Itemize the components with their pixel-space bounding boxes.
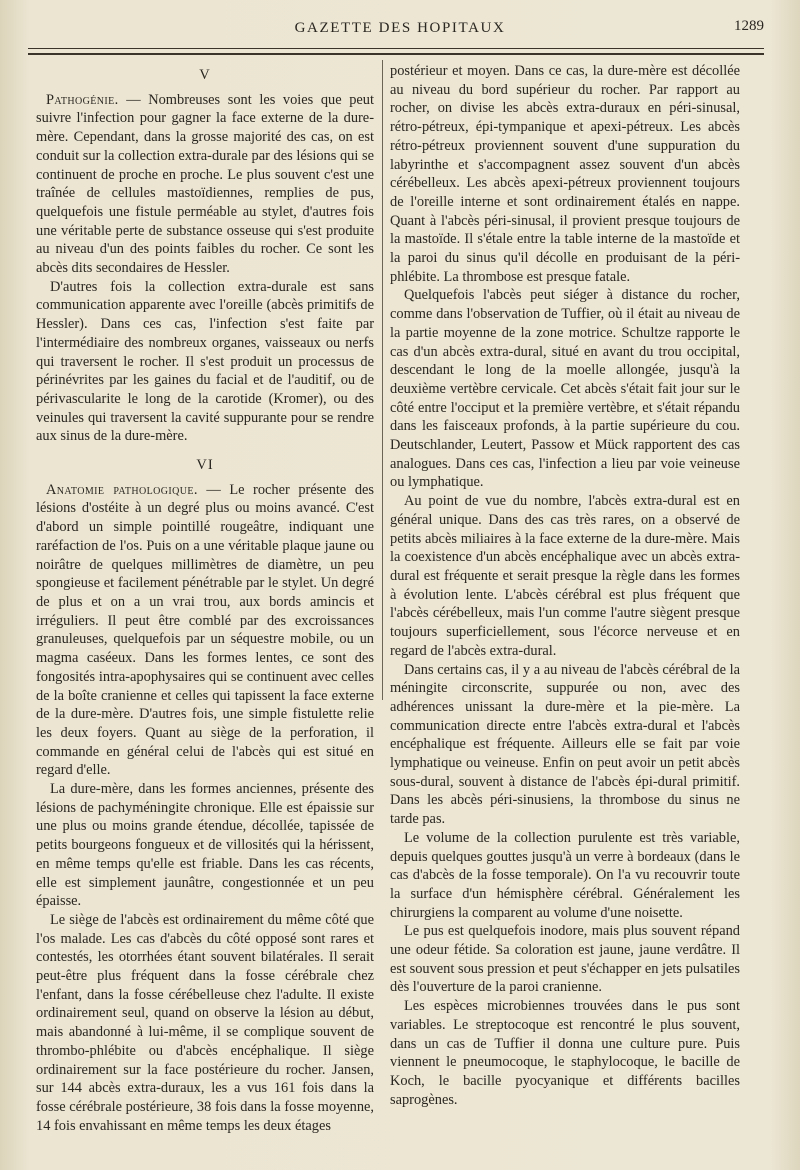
paragraph: Le volume de la collection purulente est très variable, depuis quelques gouttes jusqu'à un verre à bordeaux (dans le cas d'abcès de la fosse temporale). On l'a vu recouvrir toute la surface d'un hémisphère cérébral. Généralement les chirurgiens la comparent au volume d'une noisette. [390,829,740,921]
header-rule [28,48,764,49]
paragraph-lead-pathogenie: Pathogénie. [46,91,119,108]
section-heading-vi: VI [196,457,214,474]
paragraph: Au point de vue du nombre, l'abcès extra-dural est en général unique. Dans des cas très rares, on a observé de petits abcès miliaires à la face externe de la dure-mère. Mais la coexistence d'un abcès encéphalique avec un abcès extra-dural est fréquente et serait presque la règle dans les formes à évolution lente. L'abcès cérébral est plus fréquent que l'abcès cérébelleux, mais l'un comme l'autre siègent presque toujours superficiellement, sous l'écorce nerveuse et en regard de l'abcès extra-dural. [390,493,740,659]
section-heading-v: V [199,67,211,83]
header-rule-double [28,53,764,55]
paragraph-body: — Le rocher présente des lésions d'ostéite à un degré plus ou moins avancé. C'est d'abord un simple pointillé rougeâtre, indiquant une raréfaction de l'os. Puis on a une véritable plaque jaune ou noirâtre de quelques millimètres de diamètre, un peu spongieuse et facilement pénétrable par le stylet. Un degré de plus et on a un vrai trou, aux bords amincis et irréguliers. Il peut être comblé par des excroissances granuleuses, quelquefois par un séquestre mobile, ou un magma caséeux. Dans les formes lentes, ce sont des fongosités intra-apophysaires qui se continuent avec celles de la boîte cranienne et celles qui tapissent la face externe de la dure-mère. D'autres fois, une simple fistulette relie les deux foyers. Quant au siège de la perforation, il commande en général celui de l'abcès qui est situé en regard d'elle. [36,481,374,779]
page-number: 1289 [734,18,764,34]
paragraph-anatomie [36,481,374,780]
paragraph: Quelquefois l'abcès peut siéger à distance du rocher, comme dans l'observation de Tuffier, où il était au niveau de la partie moyenne de la zone motrice. Schultze rapporte le cas d'un abcès extra-dural, situé en avant du trou occipital, descendant le long de la moelle allongée, jusqu'à la deuxième vertèbre cervicale. Cet abcès s'était fait jour sur le côté entre l'occiput et la première vertèbre, et s'était répandu dans les faisceaux profonds, à la partie supérieure du cou. Deutschlander, Leutert, Passow et Mück rapportent des cas analogues. Dans ces cas, l'infection a lieu par voie veineuse ou lymphatique. [390,287,740,491]
paragraph-body: — Nombreuses sont les voies que peut suivre l'infection pour gagner la face externe de la dure-mère. Cependant, dans la grosse majorité des cas, on est conduit sur la collection extra-durale par des lésions qui se continuent de proche en proche. Le plus souvent c'est une traînée de cellules mastoïdiennes, remplies de pus, quelquefois une fistule perméable au stylet, d'autres fois une véritable perte de substance osseuse qui s'est produite au niveau d'un des points faibles du rocher. Ce sont les abcès dits secondaires de Hessler. [36,91,374,277]
right-column [390,62,740,1109]
paragraph-continued: postérieur et moyen. Dans ce cas, la dure-mère est décollée au niveau du bord supérieur du rocher. Par rapport au rocher, on divise les abcès extra-duraux en péri-sinusal, rétro-pétreux, épi-tympanique et apexi-pétreux. Les abcès rétro-pétreux proviennent souvent d'une suppuration du labyrinthe et s'accompagnent assez souvent d'un abcès cérébelleux. Les abcès apexi-pétreux proviennent toujours de l'oreille interne et sont ordinairement étalés en nappe. Quant à l'abcès péri-sinusal, il provient presque toujours de la mastoïde. Il s'étale entre la table interne de la mastoïde et la paroi du sinus qu'il décolle en produisant de la péri-phlébite. La thrombose est presque fatale. [390,63,740,285]
paragraph: Dans certains cas, il y a au niveau de l'abcès cérébral de la méningite circonscrite, suppurée ou non, avec des adhérences unissant la dure-mère et la pie-mère. La communication directe entre l'abcès extra-dural et l'abcès encéphalique est fréquente. Ailleurs elle se fait par voie lymphatique ou veineuse. Enfin on peut avoir un petit abcès sous-dural, souvent à distance de l'abcès épi-dural primitif. Dans les abcès péri-sinusiens, la thrombose du sinus ne tarde pas. [390,661,740,828]
running-header [0,18,800,42]
paragraph: Le pus est quelquefois inodore, mais plus souvent répand une odeur fétide. Sa coloration est jaune, jaune verdâtre. Il est souvent sous pression et peut s'échapper en jets pulsatiles dès l'ouverture de la paroi cranienne. [390,923,740,996]
paragraph: Les espèces microbiennes trouvées dans le pus sont variables. Le streptocoque est rencontré le plus souvent, dans un cas de Tuffier il donna une culture pure. Puis viennent le pneumocoque, le staphylocoque, le bacille de Koch, le bacille pyocyanique et différents bacilles saprogènes. [390,998,740,1108]
column-divider [382,60,383,700]
paragraph-lead-anatomie: Anatomie pathologique. [46,481,198,498]
paragraph: La dure-mère, dans les formes anciennes, présente des lésions de pachyméningite chronique. Elle est épaissie sur une plus ou moins grande étendue, décollée, tapissée de petits bourgeons fongueux et de villosités qui la hérissent, en même temps qu'elle est friable. Dans les cas récents, elle est simplement jaunâtre, congestionnée et un peu épaisse. [36,781,374,910]
section-gap [36,446,374,452]
paragraph-pathogenie [36,91,374,278]
paragraph: D'autres fois la collection extra-durale est sans communication apparente avec l'oreille (abcès primitifs de Hessler). Dans ces cas, l'infection s'est faite par l'intermédiaire des nombreux organes, vaisseaux ou nerfs qui traversent le rocher. Il s'est produit un processus de périnévrites par les gaines du facial et de l'auditif, ou de périvascularite le long de la carotide (Kromer), ou des veinules qui traversent la cavité suppurante pour se rendre aux sinus de la dure-mère. [36,278,374,445]
left-column [36,62,374,1135]
paragraph: Le siège de l'abcès est ordinairement du même côté que l'os malade. Les cas d'abcès du côté opposé sont rares et contestés, les otorrhées étant souvent bilatérales. Il serait peut-être plus fréquent dans la fosse cérébrale chez l'enfant, dans la fosse cérébelleuse chez l'adulte. Il existe ordinairement seul, quand on observe la lésion au début, mais abandonné à lui-même, il se complique souvent de thrombo-phlébite ou d'abcès encéphalique. Il siège ordinairement sur la face postérieure du rocher. Jansen, sur 144 abcès extra-duraux, les a vus 161 fois dans la fosse cérébrale postérieure, 38 fois dans la fosse moyenne, 14 fois envahissant en même temps les deux étages [36,911,374,1134]
journal-title: GAZETTE DES HOPITAUX [294,20,506,36]
